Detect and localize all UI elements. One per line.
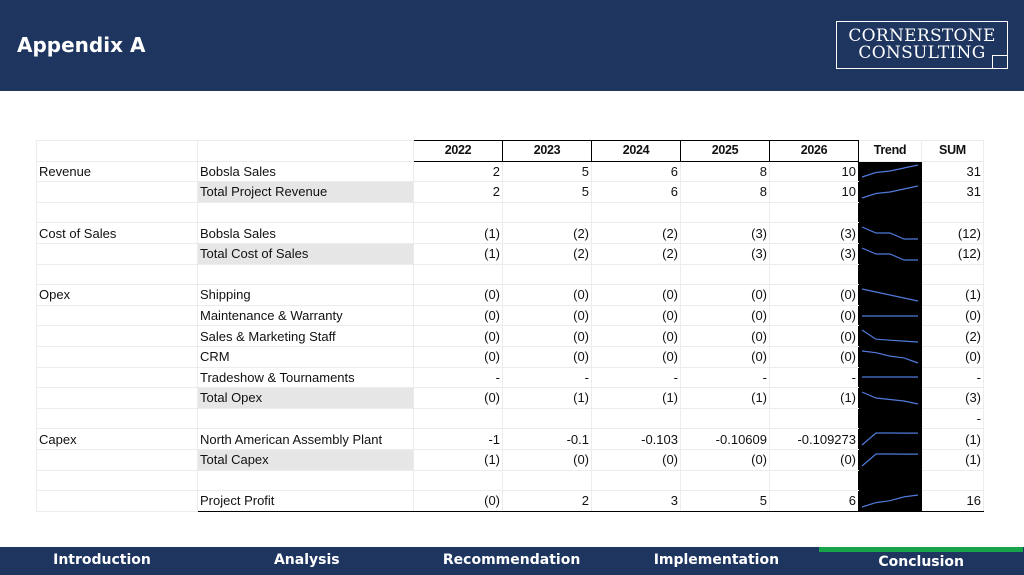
sum-cell bbox=[922, 264, 984, 285]
sum-cell bbox=[922, 202, 984, 223]
section-label: Revenue bbox=[37, 161, 198, 182]
value-cell bbox=[592, 264, 681, 285]
value-cell: (0) bbox=[592, 326, 681, 347]
trend-cell bbox=[859, 346, 922, 367]
value-cell: -1 bbox=[414, 429, 503, 450]
value-cell: (1) bbox=[770, 388, 859, 409]
trend-cell bbox=[859, 161, 922, 182]
value-cell: (0) bbox=[414, 388, 503, 409]
table-row bbox=[37, 264, 984, 285]
value-cell: (0) bbox=[770, 326, 859, 347]
value-cell bbox=[503, 264, 592, 285]
value-cell: (0) bbox=[592, 346, 681, 367]
value-cell bbox=[414, 202, 503, 223]
value-cell: 5 bbox=[503, 161, 592, 182]
row-label: Bobsla Sales bbox=[198, 223, 414, 244]
value-cell: (0) bbox=[414, 326, 503, 347]
value-cell bbox=[681, 264, 770, 285]
table-row bbox=[37, 243, 984, 264]
sum-cell: 31 bbox=[922, 161, 984, 182]
sum-cell: 31 bbox=[922, 182, 984, 203]
trend-cell bbox=[859, 429, 922, 450]
section-label bbox=[37, 243, 198, 264]
value-cell: (0) bbox=[770, 305, 859, 326]
trend-sparkline bbox=[859, 327, 921, 345]
sum-cell: (12) bbox=[922, 243, 984, 264]
value-cell: (0) bbox=[503, 449, 592, 470]
value-cell: (0) bbox=[592, 449, 681, 470]
value-cell: - bbox=[592, 367, 681, 388]
value-cell: -0.103 bbox=[592, 429, 681, 450]
header-blank-cell bbox=[37, 141, 198, 162]
trend-cell bbox=[859, 182, 922, 203]
value-cell bbox=[770, 470, 859, 491]
table-header-row bbox=[37, 141, 984, 162]
value-cell: 8 bbox=[681, 161, 770, 182]
value-cell bbox=[414, 408, 503, 429]
value-cell bbox=[414, 470, 503, 491]
section-label: Cost of Sales bbox=[37, 223, 198, 244]
value-cell: - bbox=[503, 367, 592, 388]
value-cell: (0) bbox=[681, 449, 770, 470]
trend-line bbox=[862, 351, 918, 363]
trend-sparkline bbox=[859, 286, 921, 304]
section-label bbox=[37, 388, 198, 409]
trend-line bbox=[862, 165, 918, 177]
trend-sparkline bbox=[859, 471, 921, 489]
table-row bbox=[37, 202, 984, 223]
value-cell: (1) bbox=[503, 388, 592, 409]
value-cell: (2) bbox=[592, 243, 681, 264]
value-cell bbox=[592, 408, 681, 429]
sum-cell: - bbox=[922, 367, 984, 388]
sum-cell: (0) bbox=[922, 346, 984, 367]
value-cell: 6 bbox=[592, 182, 681, 203]
value-cell: (0) bbox=[503, 346, 592, 367]
table-row bbox=[37, 388, 984, 409]
trend-sparkline bbox=[859, 492, 921, 510]
value-cell: (0) bbox=[414, 305, 503, 326]
trend-sparkline bbox=[859, 307, 921, 325]
table-row bbox=[37, 367, 984, 388]
value-cell bbox=[414, 264, 503, 285]
value-cell: (3) bbox=[681, 223, 770, 244]
value-cell bbox=[770, 264, 859, 285]
value-cell: 6 bbox=[770, 491, 859, 512]
section-label bbox=[37, 264, 198, 285]
column-header: 2022 bbox=[414, 141, 503, 162]
trend-line bbox=[862, 289, 918, 301]
row-label: Tradeshow & Tournaments bbox=[198, 367, 414, 388]
trend-cell bbox=[859, 326, 922, 347]
value-cell: (0) bbox=[770, 285, 859, 306]
value-cell: - bbox=[414, 367, 503, 388]
value-cell: -0.1 bbox=[503, 429, 592, 450]
trend-sparkline bbox=[859, 183, 921, 201]
value-cell: - bbox=[681, 367, 770, 388]
value-cell bbox=[770, 408, 859, 429]
value-cell bbox=[681, 470, 770, 491]
trend-sparkline bbox=[859, 265, 921, 283]
value-cell: 5 bbox=[503, 182, 592, 203]
section-label bbox=[37, 202, 198, 223]
section-label: Capex bbox=[37, 429, 198, 450]
row-label: Shipping bbox=[198, 285, 414, 306]
value-cell bbox=[592, 470, 681, 491]
trend-cell bbox=[859, 243, 922, 264]
table-row bbox=[37, 449, 984, 470]
trend-cell bbox=[859, 223, 922, 244]
trend-cell bbox=[859, 367, 922, 388]
sum-cell: - bbox=[922, 408, 984, 429]
nav-tab-implementation[interactable]: Implementation bbox=[653, 552, 780, 568]
value-cell: 10 bbox=[770, 182, 859, 203]
value-cell: 5 bbox=[681, 491, 770, 512]
logo-line-1: CORNERSTONE bbox=[848, 26, 996, 46]
value-cell: (1) bbox=[414, 223, 503, 244]
nav-tab-conclusion[interactable]: Conclusion bbox=[819, 547, 1023, 575]
sum-cell bbox=[922, 470, 984, 491]
logo-line-2: CONSULTING bbox=[858, 43, 986, 63]
trend-line bbox=[862, 227, 918, 239]
trend-sparkline bbox=[859, 224, 921, 242]
value-cell: (0) bbox=[503, 326, 592, 347]
trend-cell bbox=[859, 264, 922, 285]
value-cell: (1) bbox=[592, 388, 681, 409]
trend-cell bbox=[859, 408, 922, 429]
trend-line bbox=[862, 248, 918, 260]
column-header: Trend bbox=[859, 141, 922, 162]
sum-cell: (1) bbox=[922, 285, 984, 306]
financial-table bbox=[36, 140, 984, 512]
row-label: Sales & Marketing Staff bbox=[198, 326, 414, 347]
table-row bbox=[37, 491, 984, 512]
value-cell: (2) bbox=[503, 223, 592, 244]
value-cell bbox=[681, 202, 770, 223]
value-cell: (3) bbox=[770, 223, 859, 244]
trend-sparkline bbox=[859, 204, 921, 222]
value-cell: (0) bbox=[592, 305, 681, 326]
section-label bbox=[37, 449, 198, 470]
section-label bbox=[37, 408, 198, 429]
sum-cell: (12) bbox=[922, 223, 984, 244]
value-cell: (0) bbox=[681, 285, 770, 306]
row-label: North American Assembly Plant bbox=[198, 429, 414, 450]
section-label bbox=[37, 470, 198, 491]
nav-tab-recommendation[interactable]: Recommendation bbox=[442, 552, 581, 568]
value-cell: (3) bbox=[770, 243, 859, 264]
logo-corner-mark bbox=[992, 55, 1008, 69]
sum-cell: (3) bbox=[922, 388, 984, 409]
value-cell: (1) bbox=[414, 243, 503, 264]
table-row bbox=[37, 429, 984, 450]
trend-line bbox=[862, 392, 918, 404]
value-cell: (2) bbox=[503, 243, 592, 264]
table-row bbox=[37, 223, 984, 244]
value-cell: (0) bbox=[681, 305, 770, 326]
page-title: Appendix A bbox=[17, 33, 146, 57]
section-label bbox=[37, 326, 198, 347]
value-cell: 10 bbox=[770, 161, 859, 182]
company-logo bbox=[836, 21, 1008, 69]
trend-cell bbox=[859, 470, 922, 491]
value-cell bbox=[681, 408, 770, 429]
trend-cell bbox=[859, 491, 922, 512]
nav-tab-introduction[interactable]: Introduction bbox=[53, 552, 151, 568]
column-header: 2025 bbox=[681, 141, 770, 162]
section-label bbox=[37, 367, 198, 388]
table-row bbox=[37, 305, 984, 326]
value-cell: (3) bbox=[681, 243, 770, 264]
section-label bbox=[37, 305, 198, 326]
value-cell: 6 bbox=[592, 161, 681, 182]
section-label bbox=[37, 182, 198, 203]
section-label bbox=[37, 491, 198, 512]
row-label bbox=[198, 470, 414, 491]
trend-cell bbox=[859, 202, 922, 223]
value-cell: (0) bbox=[414, 491, 503, 512]
row-label bbox=[198, 202, 414, 223]
row-label: Bobsla Sales bbox=[198, 161, 414, 182]
trend-cell bbox=[859, 285, 922, 306]
trend-sparkline bbox=[859, 410, 921, 428]
value-cell: (0) bbox=[414, 285, 503, 306]
trend-sparkline bbox=[859, 451, 921, 469]
trend-sparkline bbox=[859, 430, 921, 448]
value-cell: 3 bbox=[592, 491, 681, 512]
row-label: Total Cost of Sales bbox=[198, 243, 414, 264]
trend-sparkline bbox=[859, 162, 921, 180]
value-cell bbox=[503, 470, 592, 491]
table-row bbox=[37, 161, 984, 182]
value-cell: (0) bbox=[592, 285, 681, 306]
row-label: Project Profit bbox=[198, 491, 414, 512]
column-header: SUM bbox=[922, 141, 984, 162]
trend-line bbox=[862, 495, 918, 507]
value-cell: (0) bbox=[503, 285, 592, 306]
row-label: Maintenance & Warranty bbox=[198, 305, 414, 326]
table-row bbox=[37, 285, 984, 306]
section-label: Opex bbox=[37, 285, 198, 306]
trend-cell bbox=[859, 449, 922, 470]
table-row bbox=[37, 470, 984, 491]
value-cell: -0.10609 bbox=[681, 429, 770, 450]
value-cell: -0.109273 bbox=[770, 429, 859, 450]
financial-table-wrapper bbox=[36, 140, 984, 512]
row-label: Total Project Revenue bbox=[198, 182, 414, 203]
value-cell: (0) bbox=[414, 346, 503, 367]
bottom-navigation bbox=[0, 547, 1024, 575]
row-label: Total Capex bbox=[198, 449, 414, 470]
value-cell: (0) bbox=[681, 346, 770, 367]
value-cell bbox=[503, 202, 592, 223]
row-label bbox=[198, 408, 414, 429]
table-row bbox=[37, 182, 984, 203]
section-label bbox=[37, 346, 198, 367]
row-label: Total Opex bbox=[198, 388, 414, 409]
table-row bbox=[37, 408, 984, 429]
row-label bbox=[198, 264, 414, 285]
value-cell: - bbox=[770, 367, 859, 388]
value-cell bbox=[770, 202, 859, 223]
trend-line bbox=[862, 433, 918, 445]
trend-line bbox=[862, 454, 918, 466]
trend-cell bbox=[859, 388, 922, 409]
value-cell: (1) bbox=[414, 449, 503, 470]
value-cell: (0) bbox=[503, 305, 592, 326]
value-cell: (0) bbox=[681, 326, 770, 347]
value-cell: (2) bbox=[592, 223, 681, 244]
value-cell: (0) bbox=[770, 449, 859, 470]
column-header: 2024 bbox=[592, 141, 681, 162]
nav-tab-analysis[interactable]: Analysis bbox=[273, 552, 340, 568]
trend-sparkline bbox=[859, 348, 921, 366]
sum-cell: (1) bbox=[922, 449, 984, 470]
value-cell: 2 bbox=[414, 182, 503, 203]
sum-cell: (2) bbox=[922, 326, 984, 347]
value-cell: (1) bbox=[681, 388, 770, 409]
value-cell: 2 bbox=[503, 491, 592, 512]
header-blank-cell bbox=[198, 141, 414, 162]
value-cell: 8 bbox=[681, 182, 770, 203]
trend-sparkline bbox=[859, 389, 921, 407]
value-cell bbox=[503, 408, 592, 429]
sum-cell: (0) bbox=[922, 305, 984, 326]
slide-header bbox=[0, 0, 1024, 91]
sum-cell: 16 bbox=[922, 491, 984, 512]
trend-sparkline bbox=[859, 245, 921, 263]
trend-line bbox=[862, 330, 918, 342]
value-cell bbox=[592, 202, 681, 223]
sum-cell: (1) bbox=[922, 429, 984, 450]
trend-cell bbox=[859, 305, 922, 326]
trend-sparkline bbox=[859, 368, 921, 386]
value-cell: 2 bbox=[414, 161, 503, 182]
column-header: 2023 bbox=[503, 141, 592, 162]
trend-line bbox=[862, 186, 918, 198]
table-row bbox=[37, 346, 984, 367]
row-label: CRM bbox=[198, 346, 414, 367]
table-row bbox=[37, 326, 984, 347]
column-header: 2026 bbox=[770, 141, 859, 162]
value-cell: (0) bbox=[770, 346, 859, 367]
